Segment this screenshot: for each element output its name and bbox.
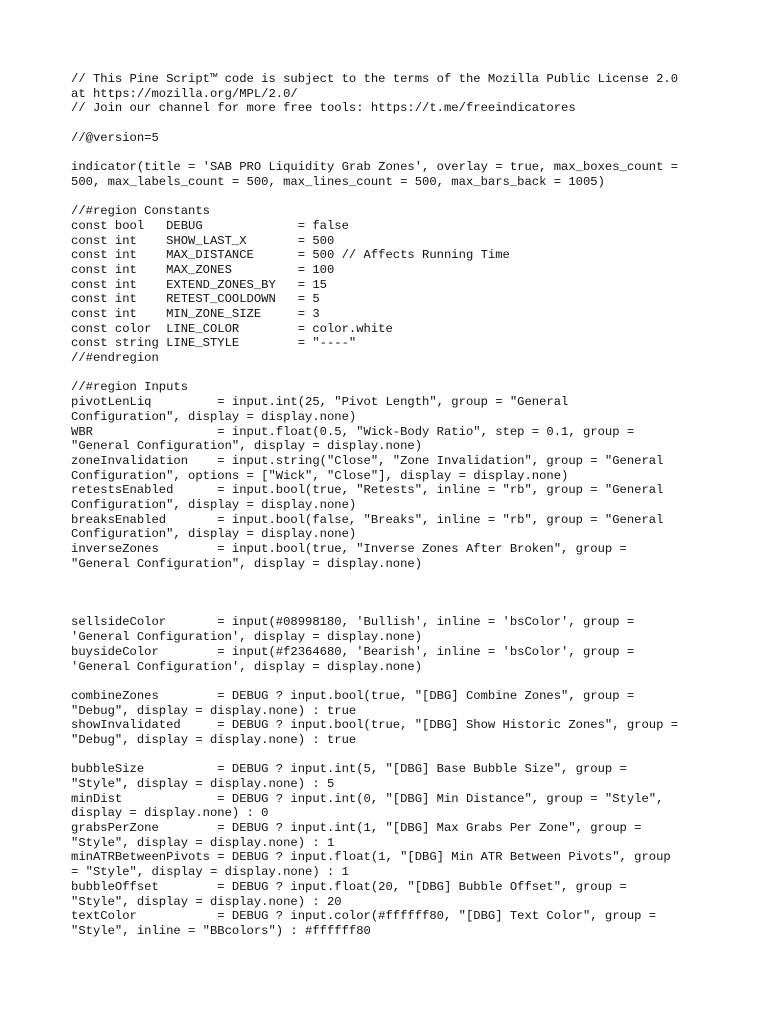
code-document: [71, 72, 731, 939]
code-line: "Style", display = display.none) : 1: [71, 835, 335, 850]
code-line: display = display.none) : 0: [71, 806, 269, 821]
code-line: [71, 145, 731, 160]
code-line: showInvalidated = DEBUG ? input.bool(true, "[DBG] Show Historic Zones", group =: [71, 718, 679, 733]
code-line: [71, 116, 731, 131]
code-line: Configuration", options = ["Wick", "Close"], display = display.none): [71, 468, 569, 483]
code-line: const int MAX_ZONES = 100: [71, 262, 335, 277]
code-line: combineZones = DEBUG ? input.bool(true, "[DBG] Combine Zones", group =: [71, 688, 635, 703]
code-line: minDist = DEBUG ? input.int(0, "[DBG] Min Distance", group = "Style",: [71, 791, 664, 806]
code-line: // Join our channel for more free tools: https://t.me/freeindicatores: [71, 101, 576, 116]
code-line: const int MIN_ZONE_SIZE = 3: [71, 307, 320, 321]
code-line: [71, 571, 731, 586]
code-line: "General Configuration", display = display.none): [71, 556, 423, 571]
code-line: Configuration", display = display.none): [71, 497, 357, 512]
code-line: WBR = input.float(0.5, "Wick-Body Ratio", step = 0.1, group =: [71, 424, 635, 439]
code-line: [71, 601, 731, 616]
code-line: const string LINE_STYLE = "----": [71, 336, 357, 351]
code-line: //#endregion: [71, 351, 159, 366]
code-line: breaksEnabled = input.bool(false, "Breaks", inline = "rb", group = "General: [71, 512, 664, 527]
code-line: "Debug", display = display.none) : true: [71, 703, 357, 718]
code-line: //#region Constants: [71, 204, 210, 219]
code-line: grabsPerZone = DEBUG ? input.int(1, "[DBG] Max Grabs Per Zone", group =: [71, 821, 642, 836]
code-line: [71, 190, 731, 205]
code-line: pivotLenLiq = input.int(25, "Pivot Length", group = "General: [71, 395, 569, 410]
code-line: const int SHOW_LAST_X = 500: [71, 233, 335, 248]
code-line: buysideColor = input(#f2364680, 'Bearish', inline = 'bsColor', group =: [71, 644, 635, 659]
code-line: sellsideColor = input(#08998180, 'Bullish', inline = 'bsColor', group =: [71, 615, 635, 630]
code-line: "Style", display = display.none) : 20: [71, 894, 342, 909]
code-line: //#region Inputs: [71, 380, 189, 395]
code-line: const bool DEBUG = false: [71, 218, 349, 233]
code-line: 'General Configuration', display = display.none): [71, 659, 423, 674]
code-line: [71, 748, 731, 763]
code-line: at https://mozilla.org/MPL/2.0/: [71, 86, 298, 101]
code-line: indicator(title = 'SAB PRO Liquidity Grab Zones', overlay = true, max_boxes_count =: [71, 160, 679, 175]
code-line: const int EXTEND_ZONES_BY = 15: [71, 277, 327, 292]
code-line: minATRBetweenPivots = DEBUG ? input.float(1, "[DBG] Min ATR Between Pivots", group: [71, 850, 671, 865]
code-line: inverseZones = input.bool(true, "Inverse Zones After Broken", group =: [71, 542, 627, 556]
code-line: [71, 674, 731, 689]
code-line: = "Style", display = display.none) : 1: [71, 865, 349, 880]
code-line: [71, 586, 731, 601]
code-line: "Debug", display = display.none) : true: [71, 732, 357, 747]
code-line: // This Pine Script™ code is subject to the terms of the Mozilla Public License 2.0: [71, 72, 679, 86]
code-line: bubbleOffset = DEBUG ? input.float(20, "[DBG] Bubble Offset", group =: [71, 879, 627, 894]
code-line: //@version=5: [71, 130, 159, 145]
code-line: "Style", inline = "BBcolors") : #ffffff80: [71, 923, 371, 938]
code-line: Configuration", display = display.none): [71, 527, 357, 542]
code-line: 'General Configuration', display = display.none): [71, 630, 423, 645]
code-line: textColor = DEBUG ? input.color(#ffffff80, "[DBG] Text Color", group =: [71, 909, 657, 924]
code-line: bubbleSize = DEBUG ? input.int(5, "[DBG] Base Bubble Size", group =: [71, 762, 627, 777]
code-line: [71, 366, 731, 381]
code-line: const color LINE_COLOR = color.white: [71, 321, 393, 336]
code-line: const int MAX_DISTANCE = 500 // Affects Running Time: [71, 248, 510, 263]
code-line: zoneInvalidation = input.string("Close", "Zone Invalidation", group = "General: [71, 453, 664, 468]
code-line: 500, max_labels_count = 500, max_lines_count = 500, max_bars_back = 1005): [71, 174, 605, 189]
code-line: "General Configuration", display = display.none): [71, 439, 423, 454]
code-line: Configuration", display = display.none): [71, 409, 357, 424]
code-line: retestsEnabled = input.bool(true, "Retests", inline = "rb", group = "General: [71, 483, 664, 498]
code-line: "Style", display = display.none) : 5: [71, 777, 335, 791]
code-line: const int RETEST_COOLDOWN = 5: [71, 292, 320, 307]
